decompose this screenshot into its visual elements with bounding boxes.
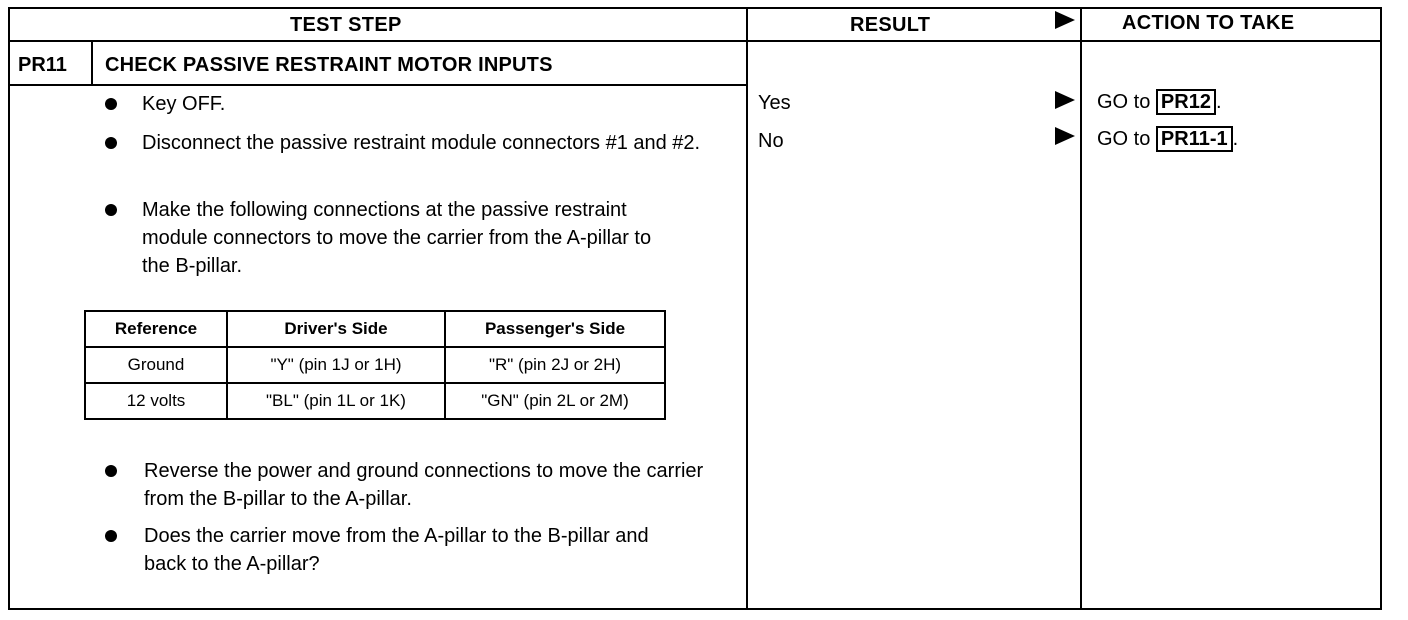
table-header-cell: Reference [85, 311, 227, 347]
table-cell: "R" (pin 2J or 2H) [445, 347, 665, 383]
action-suffix: . [1215, 91, 1222, 113]
header-result: RESULT [850, 14, 931, 36]
action-no [1097, 128, 1238, 151]
connection-reference-table [84, 310, 666, 420]
result-column-divider [746, 7, 748, 610]
table-header-row [85, 311, 665, 347]
table-cell: "GN" (pin 2L or 2M) [445, 383, 665, 419]
bullet-text: Does the carrier move from the A-pillar to the B-pillar and back to the A-pillar? [144, 525, 649, 575]
step-title: CHECK PASSIVE RESTRAINT MOTOR INPUTS [105, 54, 553, 76]
table-cell: Ground [85, 347, 227, 383]
bullet-dot-icon [105, 204, 117, 216]
table-row [85, 383, 665, 419]
bullet-text: Reverse the power and ground connections to move the carrier from the B-pillar to the A-pillar. [144, 460, 704, 510]
header-action: ACTION TO TAKE [1122, 12, 1295, 34]
table-cell: "Y" (pin 1J or 1H) [227, 347, 445, 383]
bullet-dot-icon [105, 137, 117, 149]
bullet-text: Key OFF. [142, 93, 226, 115]
table-header-cell: Passenger's Side [445, 311, 665, 347]
result-arrow-icon [1055, 127, 1075, 145]
step-title-divider [8, 84, 748, 86]
bullet-text: Make the following connections at the passive restraint module connectors to move the carrier from the A-pillar to the B-pillar. [142, 199, 652, 277]
bullet-dot-icon [105, 465, 117, 477]
bullet-dot-icon [105, 98, 117, 110]
table-cell: 12 volts [85, 383, 227, 419]
table-cell: "BL" (pin 1L or 1K) [227, 383, 445, 419]
header-test-step: TEST STEP [290, 14, 402, 36]
step-reference-link[interactable]: PR11-1 [1156, 126, 1233, 152]
bullet-text: Disconnect the passive restraint module connectors #1 and #2. [142, 132, 701, 154]
action-suffix: . [1232, 128, 1239, 150]
result-arrow-icon [1055, 91, 1075, 109]
action-yes [1097, 91, 1222, 114]
table-header-cell: Driver's Side [227, 311, 445, 347]
step-reference-link[interactable]: PR12 [1156, 89, 1216, 115]
header-arrow-icon [1055, 11, 1075, 29]
step-id-divider [91, 40, 93, 86]
action-prefix: GO to [1097, 128, 1151, 150]
bullet-dot-icon [105, 530, 117, 542]
step-id: PR11 [18, 54, 67, 76]
action-prefix: GO to [1097, 91, 1151, 113]
header-divider [8, 40, 1382, 42]
action-column-divider [1080, 7, 1082, 610]
table-row [85, 347, 665, 383]
result-yes: Yes [758, 92, 791, 114]
result-no: No [758, 130, 784, 152]
